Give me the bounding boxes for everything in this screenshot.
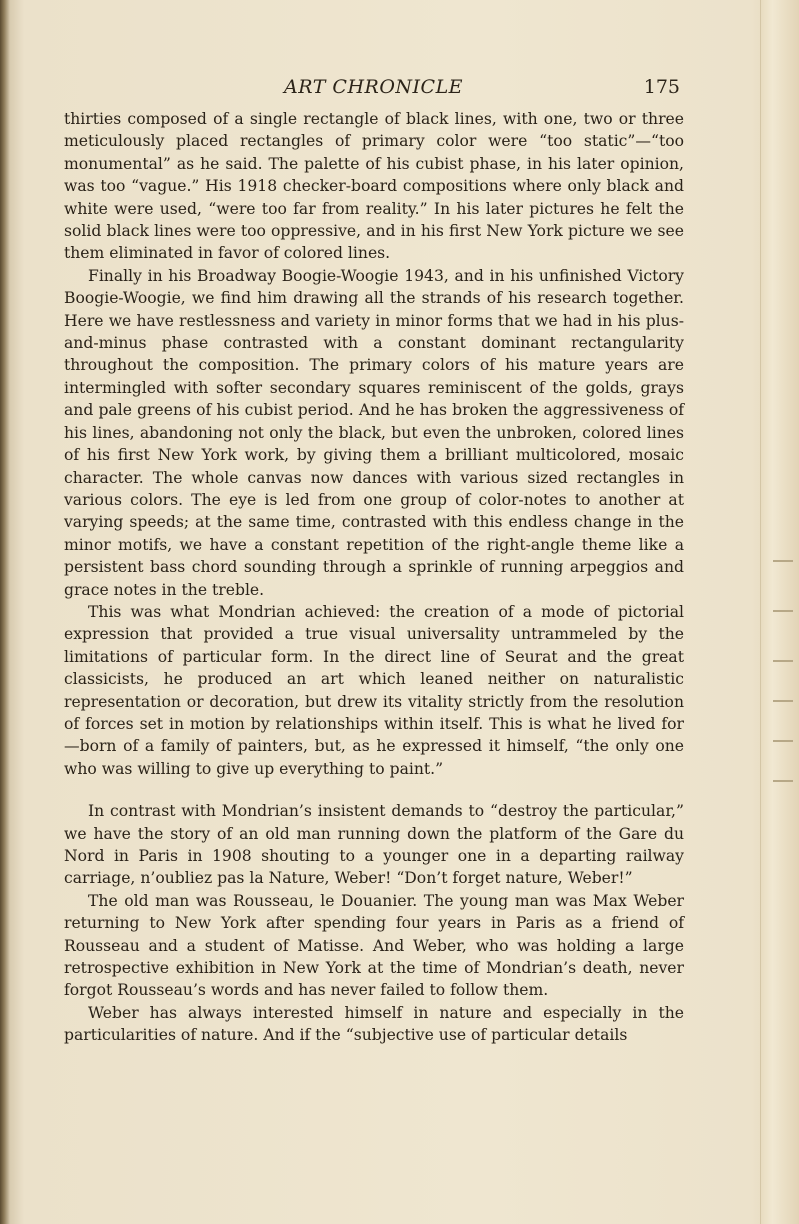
page-edge-mark [773, 700, 793, 702]
paragraph: The old man was Rousseau, le Douanier. The young man was Max Weber returning to New York after spending four years in Paris as a friend of Rousseau and a student of Matisse. And Weber, who was holding a large retrospective exhibition in New York at the time of Mondrian’s death, never forgot Rousseau’s words and has never failed to follow them. [64, 891, 684, 1000]
body-text [64, 108, 684, 1047]
page-edge-mark [773, 740, 793, 742]
next-page-edge [760, 0, 799, 1224]
paragraph: In contrast with Mondrian’s insistent demands to “destroy the particular,” we have the story of an old man running down the platform of the Gare du Nord in Paris in 1908 shouting to a younger one in a departing railway carriage, n’oubliez pas la Nature, Weber! “Don’t forget nature, Weber!” [64, 802, 684, 888]
page-number: 175 [643, 76, 680, 98]
paragraph: This was what Mondrian achieved: the creation of a mode of pictorial expression that provided a true visual universality untrammeled by the limitations of particular form. In the direct line of Seurat and the great classicists, he produced an art which leaned neither on naturalistic representation or decoration, but drew its vitality strictly from the resolution of forces set in motion by relationships within itself. This is what he lived for—born of a family of painters, but, as he expressed it himself, “the only one who was willing to give up everything to paint.” [64, 602, 684, 778]
paragraph: thirties composed of a single rectangle of black lines, with one, two or three meticulously placed rectangles of primary color were “too static”—“too monumental” as he said. The palette of his cubist phase, in his later opinion, was too “vague.” His 1918 checker-board compositions where only black and white were used, “were too far from reality.” In his later pictures he felt the solid black lines were too oppressive, and in his first New York picture we see them eliminated in favor of colored lines. [64, 110, 684, 263]
page-edge-mark [773, 780, 793, 782]
page-header [64, 76, 684, 100]
page-edge-mark [773, 560, 793, 562]
paragraph: Weber has always interested himself in nature and especially in the particularities of nature. And if the “subjective use of particular details [64, 1003, 684, 1045]
page-edge-mark [773, 660, 793, 662]
page-edge-mark [773, 610, 793, 612]
paragraph: Finally in his Broadway Boogie-Woogie 1943, and in his unfinished Victory Boogie-Woogie, we find him drawing all the strands of his research together. Here we have restlessness and variety in minor forms that we had in his plus-and-minus phase contrasted with a constant dominant rectangularity throughout the composition. The primary colors of his mature years are intermingled with softer secondary squares reminiscent of the golds, grays and pale greens of his cubist period. And he has broken the aggressiveness of his lines, abandoning not only the black, but even the unbroken, colored lines of his first New York work, by giving them a brilliant multicolored, mosaic character. The whole canvas now dances with various sized rectangles in various colors. The eye is led from one group of color-notes to another at varying speeds; at the same time, contrasted with this endless change in the minor motifs, we have a constant repetition of the right-angle theme like a persistent bass chord sounding through a sprinkle of running arpeggios and grace notes in the treble. [64, 266, 684, 599]
running-title: ART CHRONICLE [284, 76, 464, 98]
